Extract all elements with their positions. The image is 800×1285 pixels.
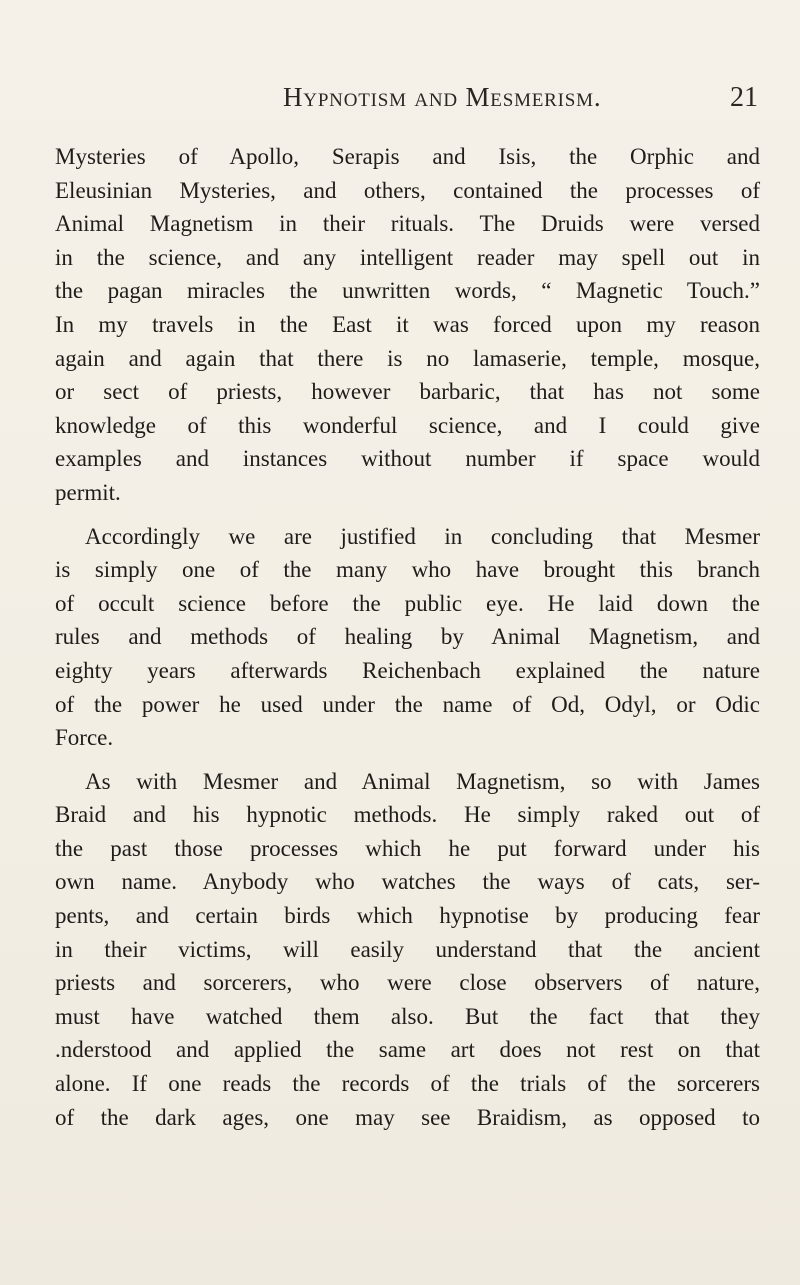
text-line: rules and methods of healing by Animal Magnetism, and — [55, 624, 760, 650]
text-line: the pagan miracles the unwritten words, “ Magnetic Touch.” — [55, 278, 760, 304]
page-number: 21 — [730, 82, 758, 113]
text-line: pents, and certain birds which hypnotise by producing fear — [55, 903, 760, 929]
text-line: As with Mesmer and Animal Magnetism, so with James — [85, 768, 760, 794]
text-line: must have watched them also. But the fact that they — [55, 1003, 760, 1029]
paragraph-gap — [55, 510, 760, 520]
paragraph-gap — [55, 755, 760, 765]
text-line: Mysteries of Apollo, Serapis and Isis, the Orphic and — [55, 144, 760, 169]
text-line: of the dark ages, one may see Braidism, as opposed to — [55, 1104, 760, 1130]
text-line: in their victims, will easily understand that the ancient — [55, 936, 760, 962]
text-line: .nderstood and applied the same art does not rest on that — [55, 1037, 760, 1063]
text-line: is simply one of the many who have brought this branch — [55, 557, 760, 583]
text-line: in the science, and any intelligent reader may spell out in — [55, 244, 760, 270]
body-text — [55, 140, 760, 1134]
text-line: or sect of priests, however barbaric, that has not some — [55, 379, 760, 405]
paragraph-1 — [55, 140, 760, 510]
text-line: Animal Magnetism in their rituals. The Druids were versed — [55, 211, 760, 237]
text-line: of the power he used under the name of Od, Odyl, or Odic — [55, 691, 760, 717]
text-line: eighty years afterwards Reichenbach explained the nature — [55, 657, 760, 683]
paragraph-2 — [55, 520, 760, 755]
text-line: Eleusinian Mysteries, and others, contained the processes of — [55, 177, 760, 203]
text-line: Accordingly we are justified in concluding that Mesmer — [85, 523, 760, 549]
running-head — [0, 82, 800, 122]
text-line: alone. If one reads the records of the trials of the sorcerers — [55, 1071, 760, 1097]
text-line: examples and instances without number if space would — [55, 446, 760, 472]
text-line: priests and sorcerers, who were close observers of nature, — [55, 970, 760, 996]
paragraph-3 — [55, 765, 760, 1135]
text-line: Braid and his hypnotic methods. He simply raked out of — [55, 802, 760, 828]
text-line: permit. — [55, 479, 121, 505]
running-title: Hypnotism and Mesmerism. — [283, 82, 602, 112]
text-line: Force. — [55, 725, 114, 751]
text-line: of occult science before the public eye. He laid down the — [55, 590, 760, 616]
text-line: the past those processes which he put forward under his — [55, 835, 760, 861]
text-line: own name. Anybody who watches the ways of cats, ser- — [55, 869, 760, 895]
text-line: again and again that there is no lamaserie, temple, mosque, — [55, 345, 760, 371]
text-line: In my travels in the East it was forced upon my reason — [55, 311, 760, 337]
text-line: knowledge of this wonderful science, and I could give — [55, 412, 760, 438]
